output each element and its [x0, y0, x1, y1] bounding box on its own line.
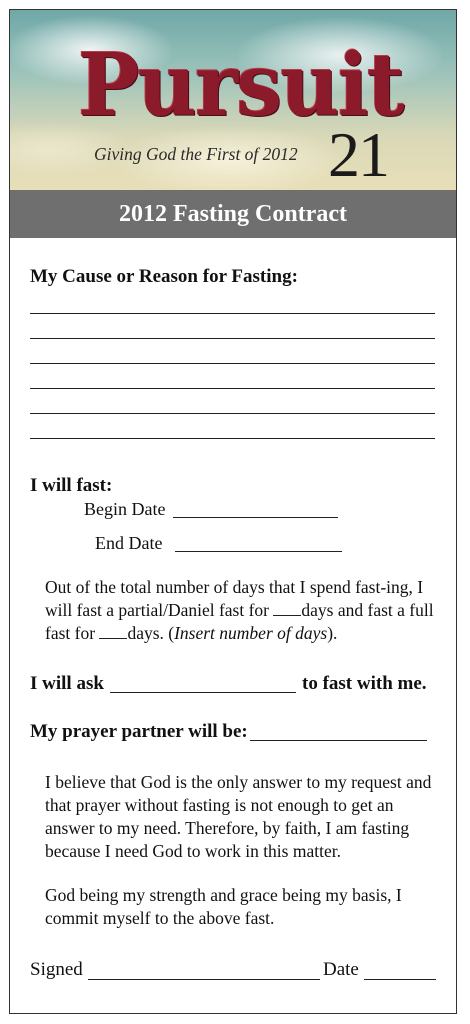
end-date-field[interactable]: [175, 551, 342, 552]
fasting-contract-card: [9, 9, 457, 1014]
reason-heading: My Cause or Reason for Fasting:: [30, 266, 298, 287]
ask-suffix: to fast with me.: [302, 673, 427, 694]
begin-date-label: Begin Date: [84, 499, 166, 519]
reason-line-5[interactable]: [30, 413, 435, 414]
belief-paragraph: I believe that God is the only answer to my request and that prayer without fasting is not enough to get an answer to my need. Therefore, by faith, I am fasting because I need God to work in this matter.: [45, 772, 432, 861]
days-instruction: Insert number of days: [174, 623, 328, 643]
logo-word: Pursuit: [78, 35, 403, 136]
signature-field[interactable]: [88, 979, 320, 980]
ask-prefix: I will ask: [30, 673, 104, 694]
header-banner: [10, 10, 456, 190]
signed-label: Signed: [30, 959, 83, 980]
logo-number: 21: [328, 119, 388, 190]
reason-line-4[interactable]: [30, 388, 435, 389]
ask-person-field[interactable]: [110, 692, 296, 693]
reason-line-3[interactable]: [30, 363, 435, 364]
signature-date-field[interactable]: [364, 979, 436, 980]
commit-paragraph: God being my strength and grace being my basis, I commit myself to the above fast.: [45, 885, 402, 928]
document-title: 2012 Fasting Contract: [10, 190, 456, 238]
fast-heading: I will fast:: [30, 475, 113, 496]
date-label: Date: [323, 959, 359, 980]
prayer-partner-field[interactable]: [250, 740, 427, 741]
prayer-partner-label: My prayer partner will be:: [30, 721, 248, 742]
full-fast-days-field[interactable]: [99, 624, 127, 639]
end-date-label: End Date: [95, 533, 163, 553]
begin-date-field[interactable]: [173, 517, 338, 518]
reason-line-6[interactable]: [30, 438, 435, 439]
days-text-4: ).: [327, 623, 338, 643]
reason-line-2[interactable]: [30, 338, 435, 339]
days-text-3: days. (: [127, 623, 175, 643]
partial-fast-days-field[interactable]: [273, 601, 301, 616]
reason-line-1[interactable]: [30, 313, 435, 314]
days-paragraph: [45, 576, 440, 645]
days-text-2: days and fast a full fast for: [45, 600, 434, 643]
days-text-1: Out of the total number of days that I spend fast-ing, I will fast a partial/Daniel fast for: [45, 577, 424, 620]
tagline: Giving God the First of 2012: [94, 144, 298, 164]
